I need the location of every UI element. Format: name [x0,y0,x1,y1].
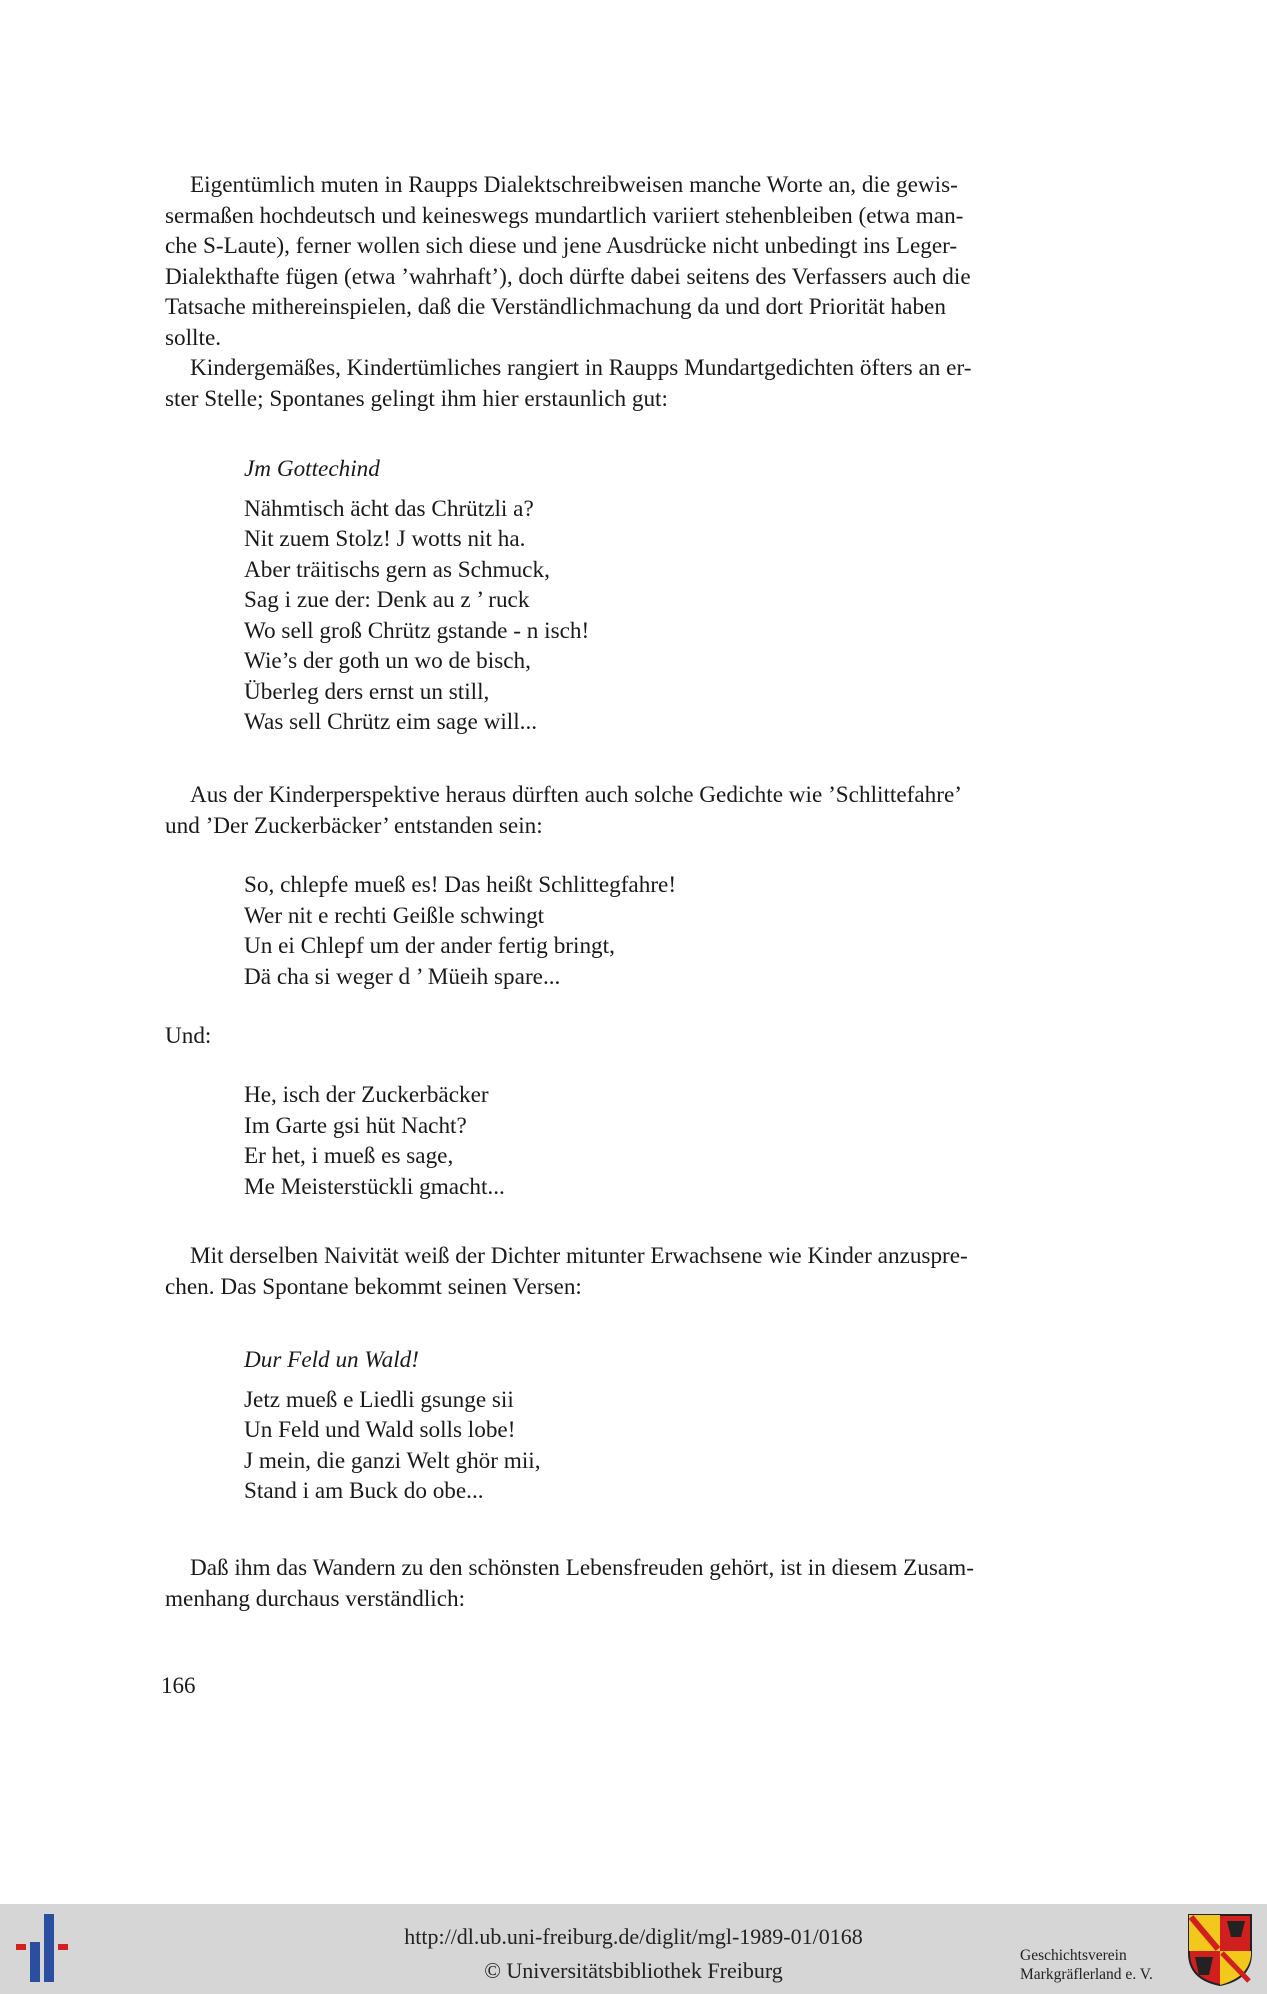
poem-line: Me Meisterstückli gmacht... [244,1173,505,1200]
text-line: che S-Laute), ferner wollen sich diese und jene Ausdrücke nicht unbedingt ins Leger- [165,233,958,259]
poem-schlittefahre [244,870,676,992]
text-line: Kindergemäßes, Kindertümliches rangiert in Raupps Mundartgedichten öfters an er- [190,355,972,381]
page-number: 166 [161,1673,196,1698]
paragraph-2 [165,353,1102,414]
poem-line: Sag i zue der: Denk au z ’ ruck [244,587,530,613]
poem-gottechind [244,454,589,738]
footer-url-link[interactable]: http://dl.ub.uni-freiburg.de/diglit/mgl-1989-01/0168 [404,1924,863,1949]
paragraph-5 [165,1553,1102,1614]
poem-line: He, isch der Zuckerbäcker [244,1082,489,1108]
poem-feld-un-wald [244,1345,541,1507]
text-line: sermaßen hochdeutsch und keineswegs mundartlich variiert stehenbleiben (etwa man- [165,202,964,229]
text-line: sollte. [165,324,222,351]
poem-line: Nähmtisch ächt das Chrützli a? [244,495,534,522]
poem-line: Er het, i mueß es sage, [244,1143,454,1169]
poem-line: Jetz mueß e Liedli gsunge sii [244,1386,514,1413]
poem-line: So, chlepfe mueß es! Das heißt Schlittegfahre! [244,872,677,898]
society-name [1020,1946,1153,1984]
poem-line: Un Feld und Wald solls lobe! [244,1417,516,1443]
text-line: Eigentümlich muten in Raupps Dialektschreibweisen manche Worte an, die gewis- [190,172,958,198]
poem-line: Was sell Chrütz eim sage will... [244,709,538,735]
poem-zuckerbaecker [244,1080,505,1202]
poem-line: Wer nit e rechti Geißle schwingt [244,902,545,929]
text-line: menhang durchaus verständlich: [165,1585,466,1612]
poem-line: Dä cha si weger d ’ Müeih spare... [244,963,561,990]
text-line: Dialekthafte fügen (etwa ’wahrhaft’), doch dürfte dabei seitens des Verfassers auch die [165,263,971,290]
paragraph-4 [165,1241,1102,1302]
coat-of-arms-icon [1187,1913,1253,1987]
paragraph-3 [165,780,1102,841]
poem-line: Überleg ders ernst un still, [244,678,490,705]
poem-title: Jm Gottechind [244,456,380,482]
footer-copyright: © Universitätsbibliothek Freiburg [484,1958,783,1983]
und-label: Und: [165,1023,212,1049]
poem-line: Un ei Chlepf um der ander fertig bringt, [244,933,615,959]
poem-title: Dur Feld un Wald! [244,1347,419,1373]
text-line: Mit derselben Naivität weiß der Dichter mitunter Erwachsene wie Kinder anzuspre- [190,1243,968,1269]
text-line: chen. Das Spontane bekommt seinen Versen: [165,1273,582,1300]
poem-line: Wie’s der goth un wo de bisch, [244,648,531,674]
poem-line: Im Garte gsi hüt Nacht? [244,1112,467,1139]
paragraph-1 [165,170,1102,353]
poem-line: Nit zuem Stolz! J wotts nit ha. [244,526,526,552]
text-line: und ’Der Zuckerbäcker’ entstanden sein: [165,812,543,839]
poem-line: Aber träitischs gern as Schmuck, [244,556,550,583]
text-line: ster Stelle; Spontanes gelingt ihm hier erstaunlich gut: [165,385,668,412]
poem-line: Stand i am Buck do obe... [244,1478,484,1504]
text-line: Daß ihm das Wandern zu den schönsten Lebensfreuden gehört, ist in diesem Zusam- [190,1555,974,1581]
society-name-line: Markgräflerland e. V. [1020,1966,1153,1983]
poem-line: Wo sell groß Chrütz gstande - n isch! [244,617,590,644]
society-name-line: Geschichtsverein [1020,1947,1127,1964]
text-line: Tatsache mithereinspielen, daß die Verständlichmachung da und dort Priorität haben [165,294,946,320]
text-line: Aus der Kinderperspektive heraus dürften auch solche Gedichte wie ’Schlittefahre’ [190,782,962,808]
poem-line: J mein, die ganzi Welt ghör mii, [244,1447,541,1474]
